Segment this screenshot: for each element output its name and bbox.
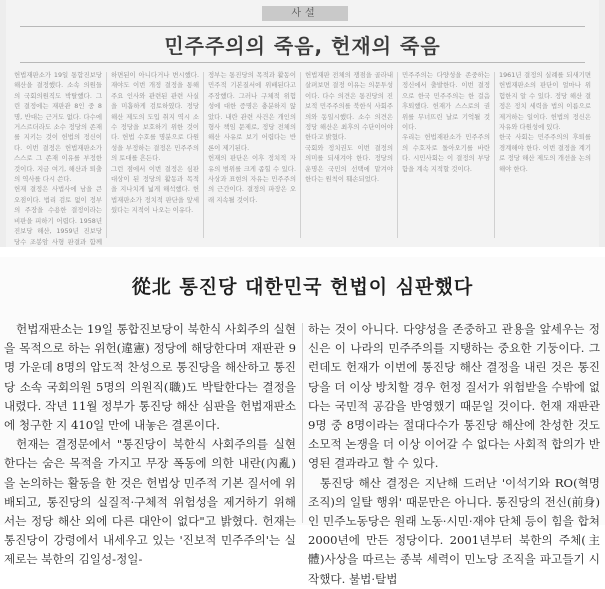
article-paragraph: 하는 것이 아니다. 다양성을 존중하고 관용을 앞세우는 정신은 이 나라의 민주주의를 지탱하는 중요한 기둥이다. 그런데도 헌재가 이번에 통진당 해산 결정을 내린 것은 통진당을 더 이상 방치할 경우 헌정 질서가 위험받을 수밖에 없다는 국민적 공감을 반영했기 때문일 것이다. 헌재 재판관 9명 중 8명이라는 절대다수가 통진당 해산에 찬성한 것도 소모적 논쟁을 더 이상 이어갈 수 없다는 사회적 합의가 반영된 결과라고 할 수 있다. (308, 322, 600, 471)
newspaper-page (6, 0, 599, 247)
divider (20, 62, 585, 63)
bottom-article-clipping (0, 257, 605, 586)
column-divider (302, 323, 303, 523)
bottom-article-left-column (4, 320, 296, 567)
column-paragraph: 헌법재판 전체의 쟁점을 골라내 살펴보면 결정 이유는 의문투성이다. 다수 의견은 통진당의 진보적 민주주의를 북한식 사회주의와 동일시했다. 소수 의견은 정당 해산은 최후의 수단이어야 한다고 밝혔다. (305, 71, 393, 142)
column-paragraph: 1961년 결정의 실례를 되새기면 헌법재판소의 판단이 얼마나 위험한지 알 수 있다. 정당 해산 결정은 정치 세력을 법의 이름으로 제거하는 일이다. 헌법의 정신은 자유와 다원성에 있다. (499, 71, 591, 132)
column-paragraph: 헌재의 판단은 이후 정치적 자유의 범위를 크게 좁힐 수 있다. 사상과 표현의 자유는 민주주의의 근간이다. 결정의 파장은 오래 지속될 것이다. (208, 154, 296, 204)
bottom-article-title: 從北 통진당 대한민국 헌법이 심판했다 (131, 276, 474, 298)
article-paragraph: 헌재는 결정문에서 "통진당이 북한식 사회주의를 실현한다는 숨은 목적을 가지고 무장 폭동에 의한 내란(內亂)을 논의하는 활동을 한 것은 헌법상 민주적 기본 질서에 위배되고, 통진당의 실질적·구체적 위험성을 제거하기 위해서는 정당 해산 외에 다른 대안이 없다"고 밝혔다. 헌재는 통진당이 강령에서 내세우고 있는 '진보적 민주주의'는 실제로는 북한의 김일성-정일- (4, 437, 296, 567)
divider (20, 26, 585, 27)
column-paragraph: 그런 점에서 이번 결정은 심판 대상이 된 정당의 활동과 목적을 지나치게 넓게 해석했다. 헌법재판소가 정치적 판단을 앞세웠다는 지적이 나오는 이유다. (111, 164, 199, 215)
top-article-column (111, 70, 199, 240)
top-article-column (208, 70, 296, 240)
column-paragraph: 하면된이 아니다거나 변시했다. 재야도 이번 개정 결정을 통해 주요 인사와 관련된 관련 사실을 미흡하게 검토하였다. 정당 해산 제도의 도입 취지 역시 소수 정당을 보호하기 위한 것이다. 헌법 수호를 명분으로 다원성을 부정하는 결정은 민주주의의 토대를 흔든다. (111, 71, 199, 163)
column-paragraph: 우리는 헌법재판소가 민주주의의 수호자로 돌아오기를 바란다. 시민사회는 이 결정의 부당함을 계속 지적할 것이다. (402, 133, 490, 173)
column-divider (494, 72, 495, 238)
column-paragraph: 정부는 통진당의 목적과 활동이 민주적 기본질서에 위배된다고 주장했다. 그러나 구체적 위험성에 대한 증명은 충분하지 않았다. 내란 관련 사건은 개인의 형사 책임 문제로, 정당 전체의 해산 사유로 보기 어렵다는 반론이 제기된다. (208, 71, 296, 152)
column-paragraph: 헌재 결정은 사법사에 남을 큰 오점이다. 법리 검토 없이 정부의 주장을 수용한 결정이라는 비판을 피하기 어렵다. 1958년 진보당 해산, 1959년 진보당 당수 조봉암 사형 판결과 함께 (14, 185, 102, 246)
top-article-column (499, 70, 591, 240)
column-paragraph: 국회와 정치권도 이번 결정의 의미를 되새겨야 한다. 정당의 운명은 국민의 선택에 맡겨야 한다는 원칙이 훼손되었다. (305, 143, 393, 184)
bottom-article-right-column (308, 320, 600, 586)
column-divider (300, 72, 301, 238)
column-divider (203, 72, 204, 238)
top-article-clipping (0, 0, 605, 247)
column-paragraph: 민주주의는 다양성을 존중하는 정신에서 출발한다. 이번 결정으로 한국 민주주의는 한 걸음 후퇴했다. 헌재가 스스로의 권위를 무너뜨린 날로 기억될 것이다. (402, 71, 490, 132)
top-article-title: 민주주의의 죽음, 헌재의 죽음 (164, 34, 441, 58)
column-divider (397, 72, 398, 238)
top-article-column (305, 70, 393, 240)
column-paragraph: 헌법재판소가 19일 통합진보당 해산을 결정했다. 소속 의원들의 국회의원직도 박탈했다. 그린 결정에는 재판관 8인 중 8명, 반대는 근거도 없다. 다수에 거스르더라도 소수 정당의 존재를 지키는 것이 헌법의 정신이다. 이번 결정은 헌법재판소가 스스로 그 존재 이유를 부정한 것이다. 지금 여기, 해산과 퇴출의 역사를 다시 쓴다. (14, 71, 102, 184)
column-divider (106, 72, 107, 238)
column-paragraph: 한국 사회는 민주주의의 후퇴를 경계해야 한다. 이번 결정을 계기로 정당 해산 제도의 개선을 논의해야 한다. (499, 133, 591, 173)
section-tag: 사설 (262, 6, 348, 21)
top-article-column (402, 70, 490, 240)
top-article-column (14, 70, 102, 246)
article-paragraph: 헌법재판소는 19일 통합진보당이 북한식 사회주의 실현을 목적으로 하는 위헌(違憲) 정당에 해당한다며 재판관 9명 가운데 8명의 압도적 찬성으로 통진당을 해산하고 통진당 소속 국회의원 5명의 의원직(職)도 박탈한다는 결정을 내렸다. 작년 11월 정부가 통진당 해산 심판을 헌법재판소에 청구한 지 410일 만에 내놓은 결론이다. (4, 322, 296, 433)
clipping-gap (0, 247, 605, 257)
article-paragraph: 통진당 해산 결정은 지난해 드러난 '이석기와 RO(혁명 조직)의 일탈 행위' 때문만은 아니다. 통진당의 전신(前身)인 민주노동당은 원래 노동·시민·재야 단체 등이 힘을 합쳐 2000년에 만든 정당이다. 2001년부터 북한의 주체(主體)사상을 따르는 종북 세력이 민노당 조직을 파고들기 시작했다. 불법·탈법 (308, 475, 600, 586)
